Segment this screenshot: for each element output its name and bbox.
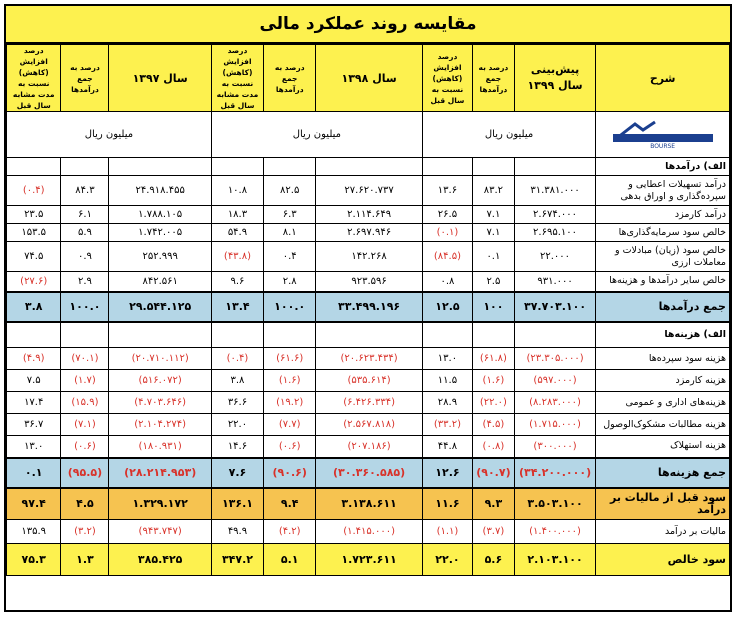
income-row-v98: ۹۲۳.۵۹۶ xyxy=(316,272,423,292)
logo-cell xyxy=(596,112,730,158)
tax-row-f: (۱.۴۰۰.۰۰۰) xyxy=(514,520,595,544)
income-row-v97: ۲۵۲.۹۹۹ xyxy=(109,242,211,272)
income-rows xyxy=(7,176,730,292)
income-row-c3: (۰.۴) xyxy=(7,176,61,206)
income-total-row-c2: ۱۳.۴ xyxy=(211,292,263,322)
net-row-f: ۲.۱۰۳.۱۰۰ xyxy=(514,544,595,576)
income-row-p3: ۶.۱ xyxy=(61,206,109,224)
unit-98: میلیون ریال xyxy=(211,112,422,158)
income-row-c2: ۱۸.۳ xyxy=(211,206,263,224)
income-row-v98: ۲۷.۶۲۰.۷۳۷ xyxy=(316,176,423,206)
income-total-row-p1: ۱۰۰ xyxy=(473,292,515,322)
income-section-row xyxy=(7,158,730,176)
income-total-row-v97: ۲۹.۵۴۴.۱۲۵ xyxy=(109,292,211,322)
expense-row-p3: (۷.۱) xyxy=(61,414,109,436)
income-row-p2: ۲.۸ xyxy=(264,272,316,292)
header-forecast: پیش‌بینی سال ۱۳۹۹ xyxy=(514,45,595,112)
income-row-c1: (۰.۱) xyxy=(422,224,472,242)
expense-row-v97: (۲۰.۷۱۰.۱۱۲) xyxy=(109,348,211,370)
income-row-p3: ۵.۹ xyxy=(61,224,109,242)
net-row-c3: ۷۵.۳ xyxy=(7,544,61,576)
income-total-row-c1: ۱۲.۵ xyxy=(422,292,472,322)
expense-total-row-f: (۳۴.۲۰۰.۰۰۰) xyxy=(514,458,595,488)
pretax-row-f: ۳.۵۰۳.۱۰۰ xyxy=(514,488,595,520)
expense-row-f: (۸.۲۸۳.۰۰۰) xyxy=(514,392,595,414)
header-row xyxy=(7,45,730,112)
expense-row-desc: هزینه مطالبات مشکوک‌الوصول xyxy=(596,414,730,436)
expense-row-c3: ۷.۵ xyxy=(7,370,61,392)
pretax-row xyxy=(7,488,730,520)
tax-row-c2: ۴۹.۹ xyxy=(211,520,263,544)
expense-row-desc: هزینه استهلاک xyxy=(596,436,730,458)
expense-row-c2: ۲۲.۰ xyxy=(211,414,263,436)
income-row-v97: ۱.۷۴۲.۰۰۵ xyxy=(109,224,211,242)
tax-row-p2: (۴.۲) xyxy=(264,520,316,544)
header-pct-total-2: درصد به جمع درآمدها xyxy=(264,45,316,112)
tax-row-desc: مالیات بر درآمد xyxy=(596,520,730,544)
pretax-row-p1: ۹.۳ xyxy=(473,488,515,520)
tax-row-c1: (۱.۱) xyxy=(422,520,472,544)
expense-total-row-desc: جمع هزینه‌ها xyxy=(596,458,730,488)
expense-total-row-p3: (۹۵.۵) xyxy=(61,458,109,488)
expense-row-f: (۲۳.۳۰۵.۰۰۰) xyxy=(514,348,595,370)
income-row-desc: درآمد تسهیلات اعطایی و سپرده‌گذاری و اوراق بدهی xyxy=(596,176,730,206)
income-row-desc: خالص سایر درآمدها و هزینه‌ها xyxy=(596,272,730,292)
income-row-f: ۲.۶۹۵.۱۰۰ xyxy=(514,224,595,242)
income-row-v97: ۱.۷۸۸.۱۰۵ xyxy=(109,206,211,224)
income-row xyxy=(7,206,730,224)
bourse-logo xyxy=(599,120,726,150)
expense-row-v98: (۶.۴۲۶.۳۳۴) xyxy=(316,392,423,414)
expense-row xyxy=(7,414,730,436)
income-row-p3: ۰.۹ xyxy=(61,242,109,272)
header-pct-total-1: درصد به جمع درآمدها xyxy=(473,45,515,112)
income-row-desc: خالص سود (زیان) مبادلات و معاملات ارزی xyxy=(596,242,730,272)
expense-row xyxy=(7,348,730,370)
income-row xyxy=(7,272,730,292)
income-row-c2: ۵۴.۹ xyxy=(211,224,263,242)
expense-row-p1: (۴.۵) xyxy=(473,414,515,436)
tax-row-p3: (۳.۲) xyxy=(61,520,109,544)
pretax-row-c1: ۱۱.۶ xyxy=(422,488,472,520)
pretax-row-v97: ۱.۳۲۹.۱۷۲ xyxy=(109,488,211,520)
income-row-f: ۲.۶۷۴.۰۰۰ xyxy=(514,206,595,224)
income-row-p3: ۸۴.۳ xyxy=(61,176,109,206)
income-row-v98: ۲.۶۹۷.۹۴۶ xyxy=(316,224,423,242)
expense-total-row-v97: (۲۸.۲۱۴.۹۵۳) xyxy=(109,458,211,488)
expense-rows xyxy=(7,348,730,458)
income-row-c2: (۴۳.۸) xyxy=(211,242,263,272)
expense-row-p2: (۶۱.۶) xyxy=(264,348,316,370)
expense-row-p1: (۰.۸) xyxy=(473,436,515,458)
income-total-row-p2: ۱۰۰.۰ xyxy=(264,292,316,322)
expense-row-p2: (۱.۶) xyxy=(264,370,316,392)
income-row-c1: ۲۶.۵ xyxy=(422,206,472,224)
summary-rows xyxy=(7,458,730,576)
net-row-c2: ۳۴۷.۲ xyxy=(211,544,263,576)
income-row-f: ۹۳۱.۰۰۰ xyxy=(514,272,595,292)
expense-row xyxy=(7,392,730,414)
expense-section-row xyxy=(7,322,730,348)
income-row-p1: ۰.۱ xyxy=(473,242,515,272)
expense-total-row xyxy=(7,458,730,488)
expense-row-p3: (۷۰.۱) xyxy=(61,348,109,370)
expense-row xyxy=(7,436,730,458)
expense-row-v98: (۵۳۵.۶۱۴) xyxy=(316,370,423,392)
tax-row-p1: (۳.۷) xyxy=(473,520,515,544)
expense-row-c1: (۳۳.۲) xyxy=(422,414,472,436)
tax-row-v98: (۱.۴۱۵.۰۰۰) xyxy=(316,520,423,544)
income-row-desc: خالص سود سرمایه‌گذاری‌ها xyxy=(596,224,730,242)
income-row-c3: ۷۴.۵ xyxy=(7,242,61,272)
expense-row-desc: هزینه کارمزد xyxy=(596,370,730,392)
income-total-row-v98: ۳۳.۴۹۹.۱۹۶ xyxy=(316,292,423,322)
income-row-c2: ۱۰.۸ xyxy=(211,176,263,206)
income-row-c2: ۹.۶ xyxy=(211,272,263,292)
income-row-p1: ۷.۱ xyxy=(473,206,515,224)
net-row-p2: ۵.۱ xyxy=(264,544,316,576)
income-row-c1: (۸۴.۵) xyxy=(422,242,472,272)
expense-total-row-c1: ۱۲.۶ xyxy=(422,458,472,488)
income-row-c1: ۰.۸ xyxy=(422,272,472,292)
unit-row xyxy=(7,112,730,158)
expense-row-p1: (۶۱.۸) xyxy=(473,348,515,370)
net-row xyxy=(7,544,730,576)
net-row-p3: ۱.۳ xyxy=(61,544,109,576)
header-pct-change-3: درصد افزایش (کاهش) نسبت به مدت مشابه سال قبل xyxy=(7,45,61,112)
tax-row xyxy=(7,520,730,544)
expense-total-row-c3: ۰.۱ xyxy=(7,458,61,488)
expense-row-c2: (۰.۴) xyxy=(211,348,263,370)
income-row-f: ۲۲.۰۰۰ xyxy=(514,242,595,272)
expense-row-v97: (۲.۱۰۴.۲۷۴) xyxy=(109,414,211,436)
income-total-row-p3: ۱۰۰.۰ xyxy=(61,292,109,322)
expense-total-row-p2: (۹۰.۶) xyxy=(264,458,316,488)
expense-row-desc: هزینه سود سپرده‌ها xyxy=(596,348,730,370)
expense-row-p2: (۱۹.۲) xyxy=(264,392,316,414)
income-row-v97: ۸۴۲.۵۶۱ xyxy=(109,272,211,292)
income-row xyxy=(7,242,730,272)
income-section-label: الف) درآمدها xyxy=(596,158,730,176)
income-row-c3: (۲۷.۶) xyxy=(7,272,61,292)
header-pct-change-2: درصد افزایش (کاهش) نسبت به مدت مشابه سال قبل xyxy=(211,45,263,112)
header-year-97: سال ۱۳۹۷ xyxy=(109,45,211,112)
expense-row-p1: (۱.۶) xyxy=(473,370,515,392)
expense-row-c1: ۱۳.۰ xyxy=(422,348,472,370)
income-row-p2: ۸۲.۵ xyxy=(264,176,316,206)
expense-row-v97: (۱۸۰.۹۳۱) xyxy=(109,436,211,458)
header-pct-change-1: درصد افزایش (کاهش) نسبت به سال قبل xyxy=(422,45,472,112)
header-year-98: سال ۱۳۹۸ xyxy=(316,45,423,112)
net-row-v98: ۱.۷۲۳.۶۱۱ xyxy=(316,544,423,576)
income-row-p2: ۸.۱ xyxy=(264,224,316,242)
income-row-p3: ۲.۹ xyxy=(61,272,109,292)
expense-row-c3: (۴.۹) xyxy=(7,348,61,370)
financial-table xyxy=(6,44,730,576)
net-row-desc: سود خالص xyxy=(596,544,730,576)
expense-row-v98: (۲۰۷.۱۸۶) xyxy=(316,436,423,458)
financial-comparison-sheet xyxy=(4,4,732,612)
unit-forecast: میلیون ریال xyxy=(422,112,595,158)
expense-row-c2: ۱۴.۶ xyxy=(211,436,263,458)
income-row-v98: ۱۴۲.۲۶۸ xyxy=(316,242,423,272)
net-row-p1: ۵.۶ xyxy=(473,544,515,576)
bourse-logo-icon xyxy=(613,120,713,142)
expense-row-v97: (۵۱۶.۰۷۲) xyxy=(109,370,211,392)
income-row-p1: ۷.۱ xyxy=(473,224,515,242)
expense-row-p3: (۰.۶) xyxy=(61,436,109,458)
expense-row-f: (۳۰۰.۰۰۰) xyxy=(514,436,595,458)
net-row-v97: ۳۸۵.۴۲۵ xyxy=(109,544,211,576)
expense-row xyxy=(7,370,730,392)
pretax-row-v98: ۳.۱۳۸.۶۱۱ xyxy=(316,488,423,520)
income-total-row-desc: جمع درآمدها xyxy=(596,292,730,322)
expense-row-v98: (۲.۵۶۷.۸۱۸) xyxy=(316,414,423,436)
income-row-p2: ۰.۴ xyxy=(264,242,316,272)
expense-row-f: (۱.۷۱۵.۰۰۰) xyxy=(514,414,595,436)
income-row-v98: ۲.۱۱۴.۶۴۹ xyxy=(316,206,423,224)
income-total-row-f: ۳۷.۷۰۳.۱۰۰ xyxy=(514,292,595,322)
expense-row-c3: ۳۶.۷ xyxy=(7,414,61,436)
pretax-row-p2: ۹.۴ xyxy=(264,488,316,520)
income-row-desc: درآمد کارمزد xyxy=(596,206,730,224)
sheet-title: مقایسه روند عملکرد مالی xyxy=(6,6,730,44)
expense-row-p1: (۲۲.۰) xyxy=(473,392,515,414)
net-row-c1: ۲۲.۰ xyxy=(422,544,472,576)
income-total-row-c3: ۳.۸ xyxy=(7,292,61,322)
expense-row-c2: ۳۶.۶ xyxy=(211,392,263,414)
income-row-c3: ۲۳.۵ xyxy=(7,206,61,224)
expense-row-v97: (۴.۷۰۳.۶۴۶) xyxy=(109,392,211,414)
expense-row-c2: ۳.۸ xyxy=(211,370,263,392)
income-row-v97: ۲۴.۹۱۸.۴۵۵ xyxy=(109,176,211,206)
income-row-p1: ۸۳.۲ xyxy=(473,176,515,206)
expense-row-desc: هزینه‌های اداری و عمومی xyxy=(596,392,730,414)
expense-row-v98: (۲۰.۶۲۳.۴۳۴) xyxy=(316,348,423,370)
income-row xyxy=(7,224,730,242)
expense-row-c3: ۱۷.۴ xyxy=(7,392,61,414)
income-row-p1: ۲.۵ xyxy=(473,272,515,292)
expense-row-p2: (۷.۷) xyxy=(264,414,316,436)
expense-section-label: الف) هزینه‌ها xyxy=(596,322,730,348)
expense-row-c1: ۲۸.۹ xyxy=(422,392,472,414)
income-row-c3: ۱۵۳.۵ xyxy=(7,224,61,242)
expense-total-row-c2: ۷.۶ xyxy=(211,458,263,488)
income-row-f: ۳۱.۳۸۱.۰۰۰ xyxy=(514,176,595,206)
income-total-row xyxy=(7,292,730,322)
tax-row-c3: ۱۳۵.۹ xyxy=(7,520,61,544)
expense-row-c1: ۱۱.۵ xyxy=(422,370,472,392)
income-row-c1: ۱۳.۶ xyxy=(422,176,472,206)
pretax-row-p3: ۴.۵ xyxy=(61,488,109,520)
expense-row-c3: ۱۳.۰ xyxy=(7,436,61,458)
pretax-row-c2: ۱۳۶.۱ xyxy=(211,488,263,520)
pretax-row-desc: سود قبل از مالیات بر درآمد xyxy=(596,488,730,520)
expense-row-p2: (۰.۶) xyxy=(264,436,316,458)
income-row-p2: ۶.۳ xyxy=(264,206,316,224)
header-pct-total-3: درصد به جمع درآمدها xyxy=(61,45,109,112)
expense-total-row-p1: (۹۰.۷) xyxy=(473,458,515,488)
tax-row-v97: (۹۴۳.۷۴۷) xyxy=(109,520,211,544)
expense-row-f: (۵۹۷.۰۰۰) xyxy=(514,370,595,392)
expense-row-p3: (۱۵.۹) xyxy=(61,392,109,414)
income-total xyxy=(7,292,730,322)
header-desc: شرح xyxy=(596,45,730,112)
expense-row-p3: (۱.۷) xyxy=(61,370,109,392)
expense-row-c1: ۴۴.۸ xyxy=(422,436,472,458)
logo-text: BOURSE xyxy=(650,142,676,150)
income-row xyxy=(7,176,730,206)
pretax-row-c3: ۹۷.۴ xyxy=(7,488,61,520)
unit-97: میلیون ریال xyxy=(7,112,212,158)
expense-total-row-v98: (۳۰.۳۶۰.۵۸۵) xyxy=(316,458,423,488)
